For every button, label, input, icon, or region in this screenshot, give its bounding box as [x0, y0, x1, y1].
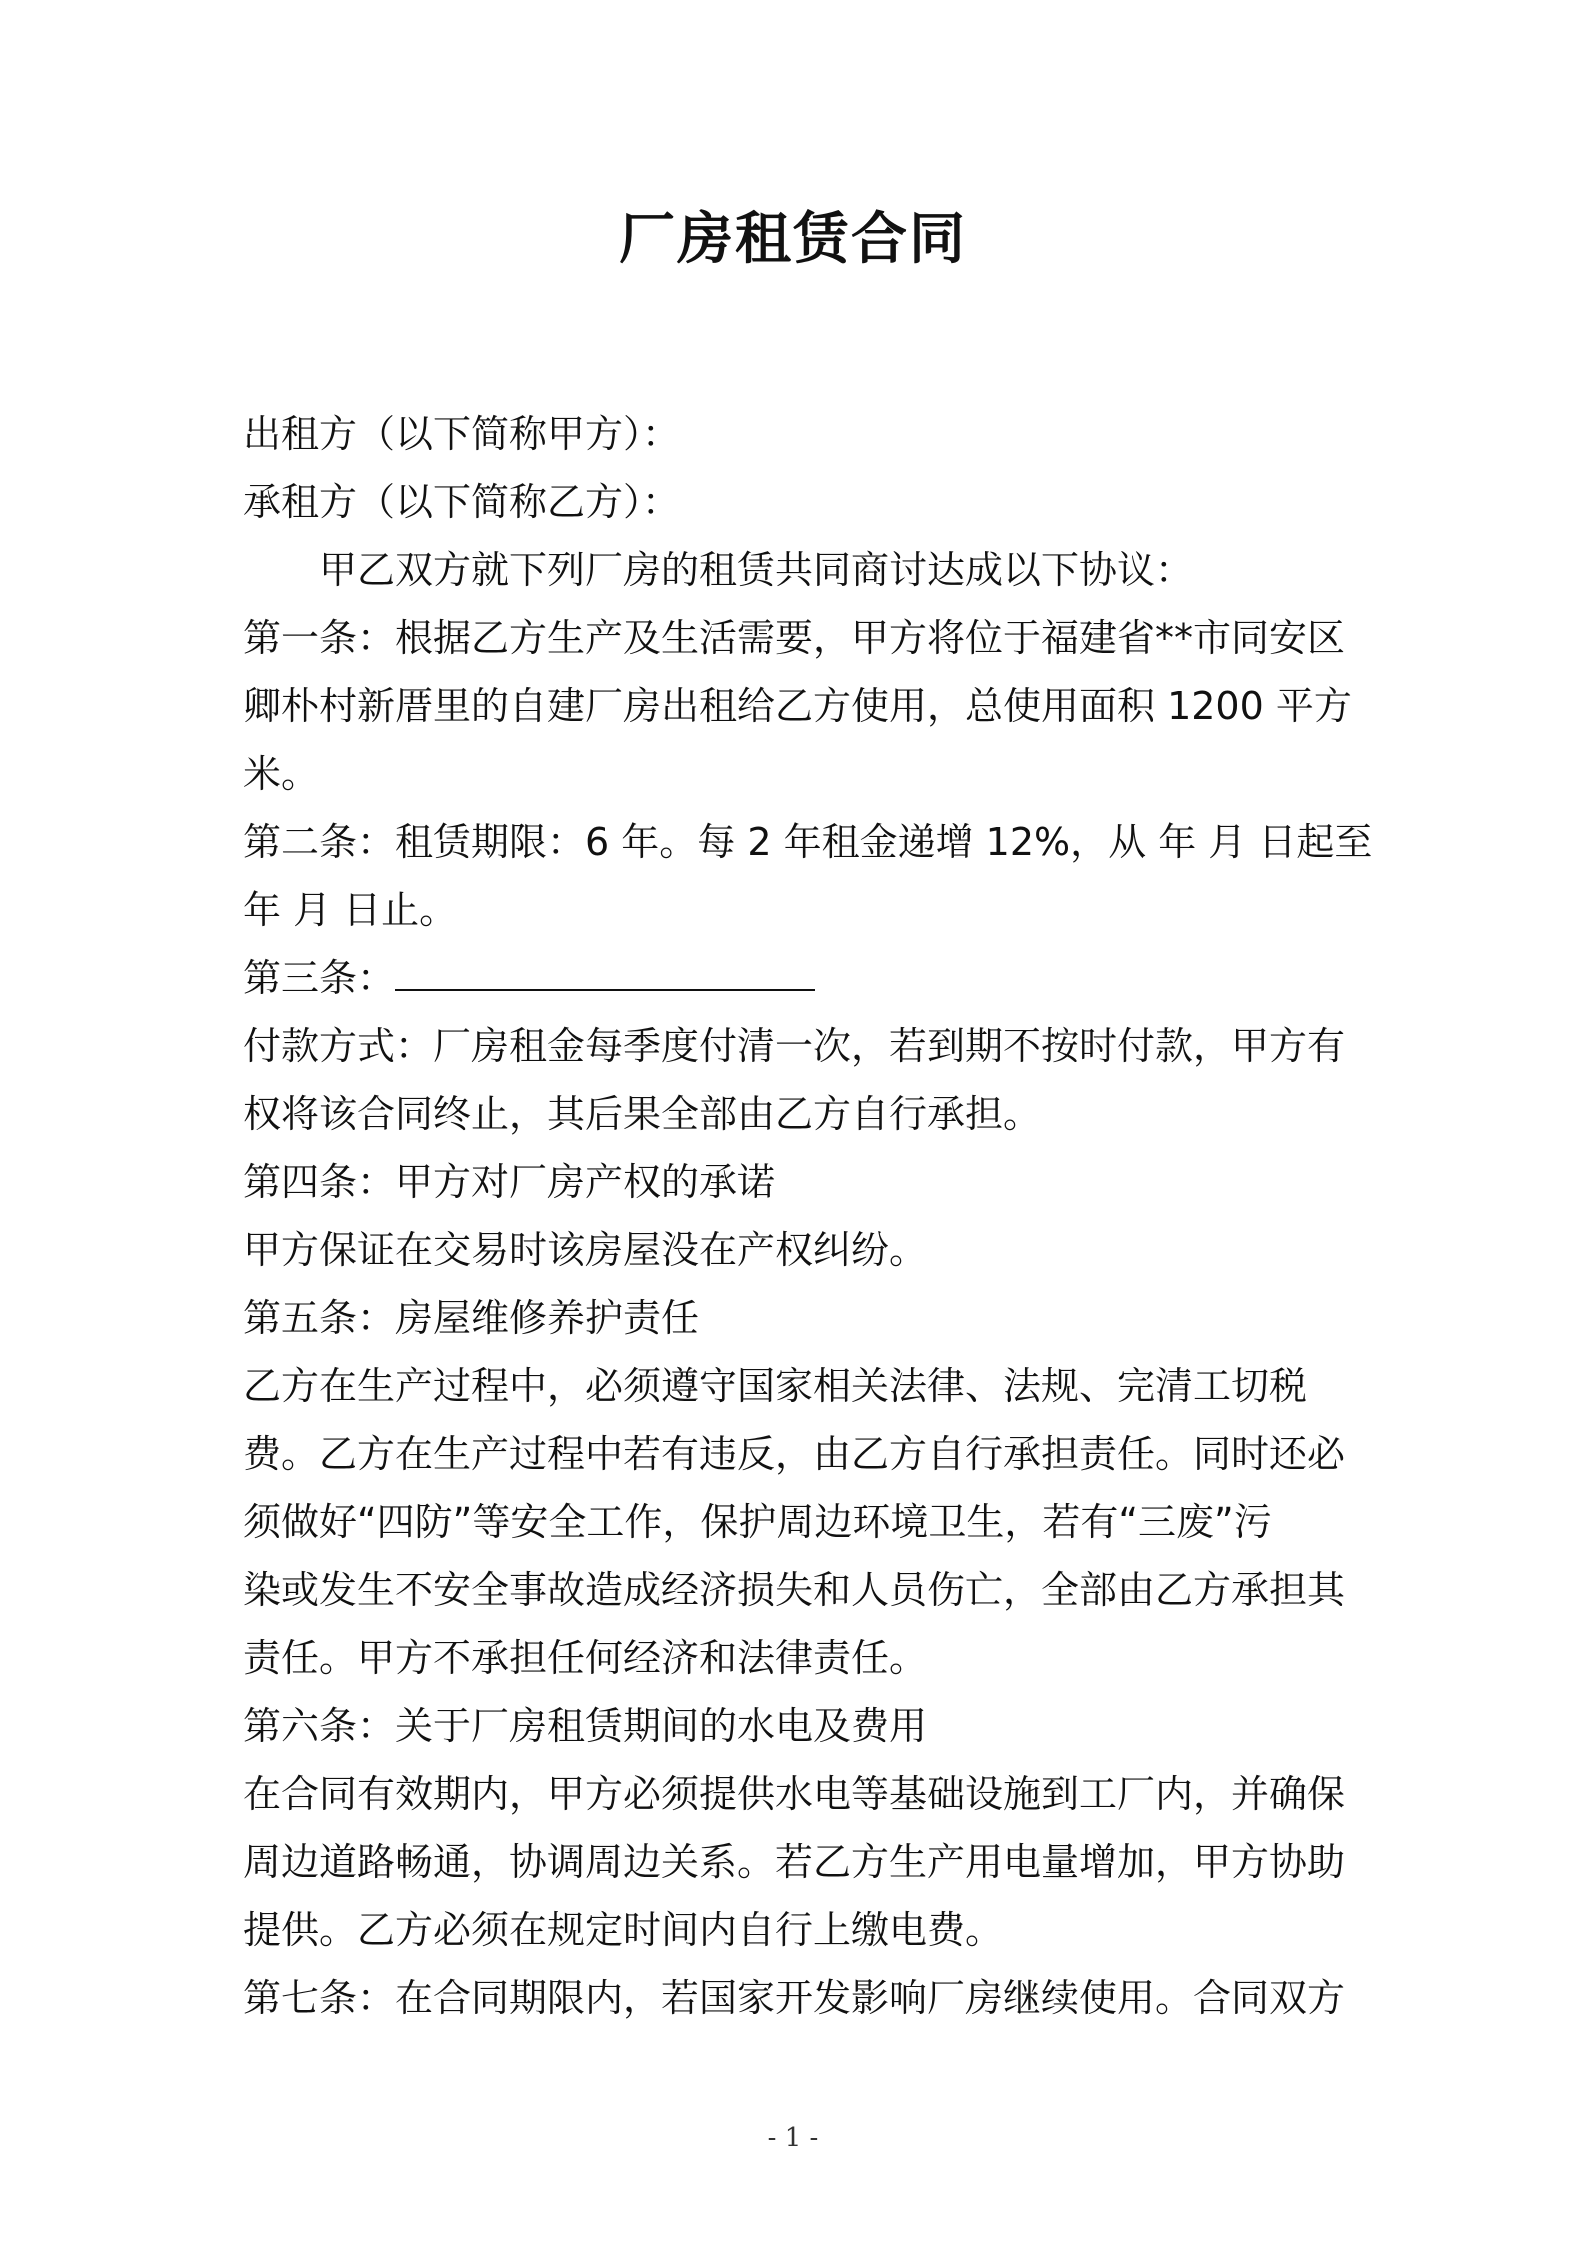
- document-title: 厂房租赁合同: [619, 207, 967, 272]
- article-5-line-3: 须做好“四防”等安全工作，保护周边环境卫生，若有“三废”污: [243, 1500, 1272, 1544]
- article-2-line-2: 年 月 日止。: [243, 888, 458, 932]
- article-5-heading: 第五条：房屋维修养护责任: [243, 1296, 700, 1340]
- article-3-heading-line: [243, 944, 1358, 1012]
- article-4-heading: 第四条：甲方对厂房产权的承诺: [243, 1160, 776, 1204]
- article-3-label: 第三条：: [243, 956, 396, 1000]
- article-1-line-2: 卿朴村新厝里的自建厂房出租给乙方使用，总使用面积 1200 平方: [243, 684, 1352, 728]
- page-number: - 1 -: [767, 2123, 819, 2153]
- article-1-line-3: 米。: [243, 752, 320, 796]
- article-5-line-2: 费。乙方在生产过程中若有违反，由乙方自行承担责任。同时还必: [243, 1432, 1346, 1476]
- intro-paragraph: 甲乙双方就下列厂房的租赁共同商讨达成以下协议：: [319, 548, 1194, 592]
- article-2-line-1: 第二条：租赁期限：6 年。每 2 年租金递增 12%，从 年 月 日起至: [243, 820, 1373, 864]
- article-5-line-4: 染或发生不安全事故造成经济损失和人员伤亡，全部由乙方承担其: [243, 1568, 1346, 1612]
- article-7-line-1: 第七条：在合同期限内，若国家开发影响厂房继续使用。合同双方: [243, 1976, 1346, 2020]
- document-body: [243, 400, 1373, 2032]
- article-6-heading: 第六条：关于厂房租赁期间的水电及费用: [243, 1704, 928, 1748]
- article-6-line-2: 周边道路畅通，协调周边关系。若乙方生产用电量增加，甲方协助: [243, 1840, 1346, 1884]
- article-6-line-3: 提供。乙方必须在规定时间内自行上缴电费。: [243, 1908, 1004, 1952]
- article-3-line-1: 付款方式：厂房租金每季度付清一次，若到期不按时付款，甲方有: [243, 1024, 1346, 1068]
- article-5-line-5: 责任。甲方不承担任何经济和法律责任。: [243, 1636, 928, 1680]
- article-3-blank: [395, 945, 815, 991]
- lessee-line: 承租方（以下简称乙方）：: [243, 480, 681, 524]
- article-5-line-1: 乙方在生产过程中，必须遵守国家相关法律、法规、完清工切税: [243, 1364, 1308, 1408]
- article-4-body: 甲方保证在交易时该房屋没在产权纠纷。: [243, 1228, 928, 1272]
- article-1-line-1: 第一条：根据乙方生产及生活需要，甲方将位于福建省**市同安区: [243, 616, 1346, 660]
- article-6-line-1: 在合同有效期内，甲方必须提供水电等基础设施到工厂内，并确保: [243, 1772, 1346, 1816]
- article-3-line-2: 权将该合同终止，其后果全部由乙方自行承担。: [243, 1092, 1042, 1136]
- lessor-line: 出租方（以下简称甲方）：: [243, 412, 681, 456]
